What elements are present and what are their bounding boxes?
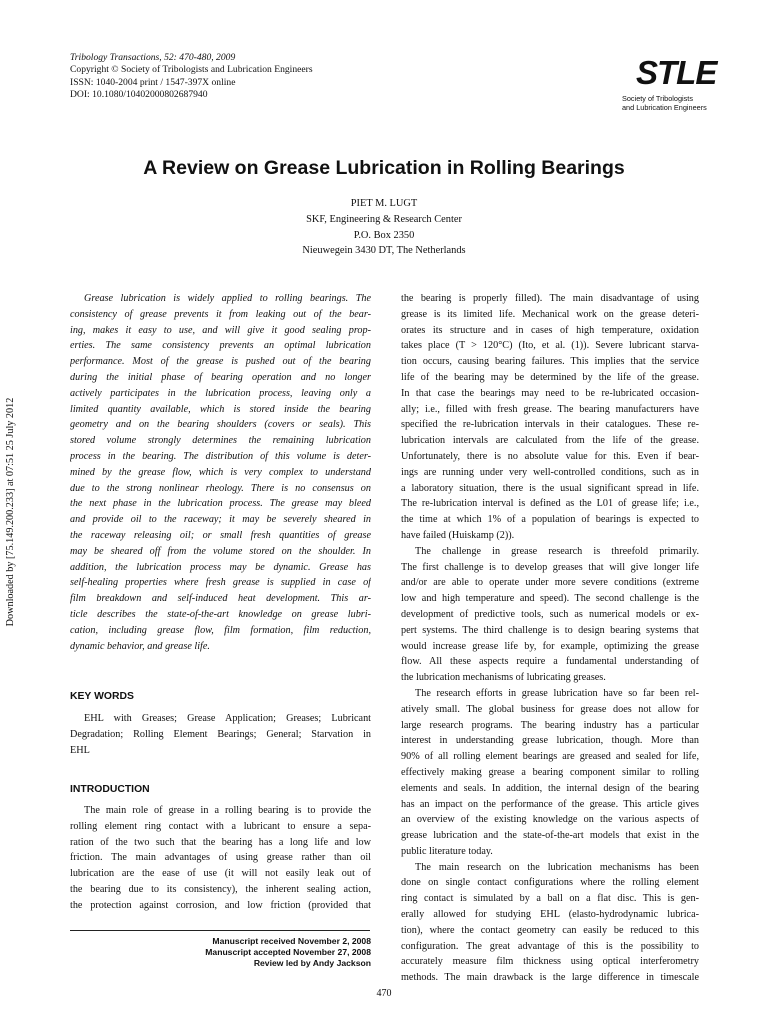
- body-text-line: 90% of all rolling element bearings are greased and sealed for life,: [401, 751, 699, 763]
- abstract-line: during the initial phase of bearing operation and no longer: [70, 371, 371, 383]
- body-text-line: the lubrication mechanisms of lubricating greases.: [401, 672, 606, 684]
- author-address-2: Nieuwegein 3430 DT, The Netherlands: [302, 245, 466, 257]
- body-text-line: effectively making grease a bearing component similar to rolling: [401, 766, 699, 778]
- keywords-line: EHL: [70, 744, 90, 756]
- article-title: A Review on Grease Lubrication in Rolling Bearings: [143, 157, 625, 179]
- body-text-line: Unfortunately, there is no absolute value for this. Even if bear-: [401, 450, 699, 462]
- body-text-line: development of predictive tools, such as numerical models or ex-: [401, 608, 699, 620]
- journal-citation-line: Tribology Transactions, 52: 470-480, 2009: [70, 52, 236, 63]
- body-text-line: the bearing is properly filled). The main disadvantage of using: [401, 293, 699, 304]
- abstract-line: may be sheared off from the volume stored on the shoulder. In: [70, 545, 371, 557]
- abstract-line: process in the bearing. The distribution of this volume is deter-: [70, 450, 371, 462]
- body-text-line: In that case the bearings may need to be re-lubricated occasion-: [401, 387, 699, 399]
- body-text-line: pert systems. The third challenge is to design bearing systems that: [401, 624, 699, 636]
- issn-line: ISSN: 1040-2004 print / 1547-397X online: [70, 76, 236, 88]
- body-text-line: low and high temperature and speed). The second challenge is the: [401, 593, 699, 605]
- keywords-line: EHL with Greases; Grease Application; Greases; Lubricant: [84, 713, 371, 724]
- copyright-line: Copyright © Society of Tribologists and Lubrication Engineers: [70, 64, 313, 76]
- body-text-line: the time at which 1% of a population of bearings is expected to: [401, 514, 699, 526]
- body-text-line: The research efforts in grease lubrication have so far been rel-: [415, 687, 699, 699]
- abstract-line: performance. Most of the grease is pushed out of the bearing: [70, 356, 371, 368]
- journal-citation-block: [70, 52, 430, 102]
- abstract-line: Grease lubrication is widely applied to rolling bearings. The: [84, 293, 371, 304]
- manuscript-notes: [70, 936, 371, 970]
- stle-logo-name: [622, 94, 732, 112]
- body-text-line: The first challenge is to develop greases that will give longer life: [401, 561, 699, 573]
- manuscript-accepted: Manuscript accepted November 27, 2008: [205, 947, 371, 958]
- body-text-line: lubrication intervals are calculated from the life of the grease.: [401, 435, 699, 447]
- body-text-line: flow. All these aspects require a fundamental understanding of: [401, 656, 699, 668]
- body-text-line: public literature today.: [401, 845, 493, 857]
- abstract-line: cation, including grease flow, film formation, film reduction,: [70, 624, 371, 636]
- abstract-line: due to the strong nonlinear rheology. There is no consensus on: [70, 482, 371, 494]
- body-text-line: have failed (Huiskamp (2)).: [401, 529, 515, 541]
- author-address-1: P.O. Box 2350: [353, 229, 415, 241]
- body-text-line: ring contact is simulated by a ball on a flat disc. This is gen-: [401, 893, 699, 905]
- abstract: [70, 291, 371, 654]
- body-text-line: interest in understanding grease lubrication, though. More than: [401, 735, 699, 747]
- abstract-line: film breakdown and self-induced heat development. This ar-: [70, 593, 371, 605]
- body-text-line: specified the re-lubrication intervals in their catalogues. These re-: [401, 419, 699, 431]
- download-stamp: Downloaded by [75.149.200.233] at 07:51 25 July 2012: [5, 397, 16, 627]
- body-text-line: has an impact on the performance of the grease. This article gives: [401, 798, 699, 810]
- body-text-line: takes place (T > 120°C) (Ito, et al. (1)). Severe lubricant starva-: [401, 340, 699, 352]
- stle-name-line-2: and Lubrication Engineers: [622, 103, 707, 112]
- review-led-by: Review led by Andy Jackson: [253, 958, 371, 969]
- introduction-line: ration of the two such that the bearing has a long life and low: [70, 836, 371, 848]
- abstract-line: geometry and on the bearing shoulders (covers or seals). This: [70, 419, 371, 431]
- body-text-line: ally; i.e., filled with fresh grease. The bearing manufacturers have: [401, 403, 699, 415]
- footnote-rule: [70, 930, 370, 931]
- abstract-line: actively participates in the lubrication process, leaving only a: [70, 387, 371, 399]
- introduction-heading: INTRODUCTION: [70, 784, 150, 795]
- introduction-line: lubrication are the ease of use (it will not easily leak out of: [70, 868, 371, 880]
- introduction-line: friction. The main advantages of using grease rather than oil: [70, 852, 371, 864]
- abstract-line: limited quantity available, which is stored inside the bearing: [70, 403, 371, 415]
- right-column: [401, 291, 699, 986]
- body-text-line: large research programs. The bearing industry has a particular: [401, 719, 699, 731]
- abstract-line: dynamic behavior, and grease life.: [70, 640, 210, 652]
- introduction-line: rolling element ring contact with a lubricant to ensure a sepa-: [70, 820, 371, 832]
- abstract-line: mined by the grease flow, which is very complex to understand: [70, 466, 371, 478]
- introduction-line: The main role of grease in a rolling bearing is to provide the: [84, 805, 371, 816]
- body-text-line: ings are running under very well-controlled conditions, such as in: [401, 466, 699, 478]
- introduction-body: [70, 803, 371, 914]
- stle-name-line-1: Society of Tribologists: [622, 94, 693, 103]
- author-block: [0, 196, 768, 259]
- abstract-line: consistency of grease prevents it from leaking out of the bear-: [70, 308, 371, 320]
- body-text-line: tion), where the contact geometry can easily be reduced to this: [401, 924, 699, 936]
- body-text-line: The challenge in grease research is threefold primarily.: [415, 545, 699, 557]
- abstract-line: ticle describes the state-of-the-art knowledge on grease lubri-: [70, 608, 371, 620]
- body-text-line: configuration. The great advantage of this is the possibility to: [401, 940, 699, 952]
- body-text-line: orates its structure and in cases of high temperature, oxidation: [401, 324, 699, 336]
- keywords-heading: KEY WORDS: [70, 691, 134, 702]
- body-text-line: erally allowed for studying EHL (elasto-hydrodynamic lubrica-: [401, 909, 699, 921]
- body-text-line: done on single contact configurations where the rolling element: [401, 877, 699, 889]
- keywords-body: [70, 711, 371, 758]
- author-name: PIET M. LUGT: [350, 198, 418, 209]
- abstract-line: the next phase in the lubrication process. The grease may bleed: [70, 498, 371, 510]
- body-text-line: would increase grease life by, for example, optimizing the grease: [401, 640, 699, 652]
- abstract-line: erties. The same consistency prevents an optimal lubrication: [70, 340, 371, 352]
- body-text-line: The re-lubrication interval is defined as the L01 of grease life; i.e.,: [401, 498, 699, 510]
- abstract-line: the raceway releasing oil; or small fresh quantities of grease: [70, 529, 371, 541]
- body-text-line: tion occurs, causing bearing failures. This implies that the service: [401, 356, 699, 368]
- body-text-line: and/or are able to operate under more severe conditions (extreme: [401, 577, 699, 589]
- introduction-line: the bearing due to its consistency), the inherent sealing action,: [70, 883, 371, 895]
- body-text-line: elements and seals. In addition, the internal design of the bearing: [401, 782, 699, 794]
- manuscript-received: Manuscript received November 2, 2008: [212, 936, 371, 946]
- author-affiliation: SKF, Engineering & Research Center: [306, 213, 462, 225]
- body-text-line: The main research on the lubrication mechanisms has been: [415, 861, 699, 873]
- stle-logo: [600, 54, 730, 120]
- introduction-line: the protection against corrosion, and low friction (provided that: [70, 899, 371, 911]
- abstract-line: and provide oil to the raceway; it may be severely sheared in: [70, 514, 371, 526]
- abstract-line: stored volume strongly determines the remaining lubrication: [70, 435, 371, 447]
- keywords-line: Degradation; Rolling Element Bearings; General; Starvation in: [70, 728, 371, 740]
- stle-logo-mark: STLE: [636, 54, 717, 91]
- body-text-line: grease lubrication and the state-of-the-art models that exist in the: [401, 830, 699, 842]
- abstract-line: addition, the lubrication process may be dynamic. Grease has: [70, 561, 371, 573]
- body-text-line: atively small. The global business for grease does not allow for: [401, 703, 699, 715]
- body-text-line: accurately measure film thickness using optical interferometry: [401, 956, 699, 968]
- abstract-line: ing, makes it easy to use, and will give it good sealing prop-: [70, 324, 371, 336]
- body-text-line: methods. The main drawback is the large difference in timescale: [401, 972, 699, 984]
- abstract-line: self-healing properties where fresh grease is supplied in case of: [70, 577, 371, 589]
- body-text-line: a laboratory situation, there is the usual significant spread in life.: [401, 482, 699, 494]
- body-text-line: an overview of the existing knowledge on the various aspects of: [401, 814, 699, 826]
- body-text-line: grease is its limited life. Mechanical work on the grease deteri-: [401, 308, 699, 320]
- body-text-line: life of the bearing may be determined by the life of the grease.: [401, 371, 699, 383]
- page-number: 470: [376, 988, 392, 999]
- doi-line: DOI: 10.1080/10402000802687940: [70, 89, 208, 101]
